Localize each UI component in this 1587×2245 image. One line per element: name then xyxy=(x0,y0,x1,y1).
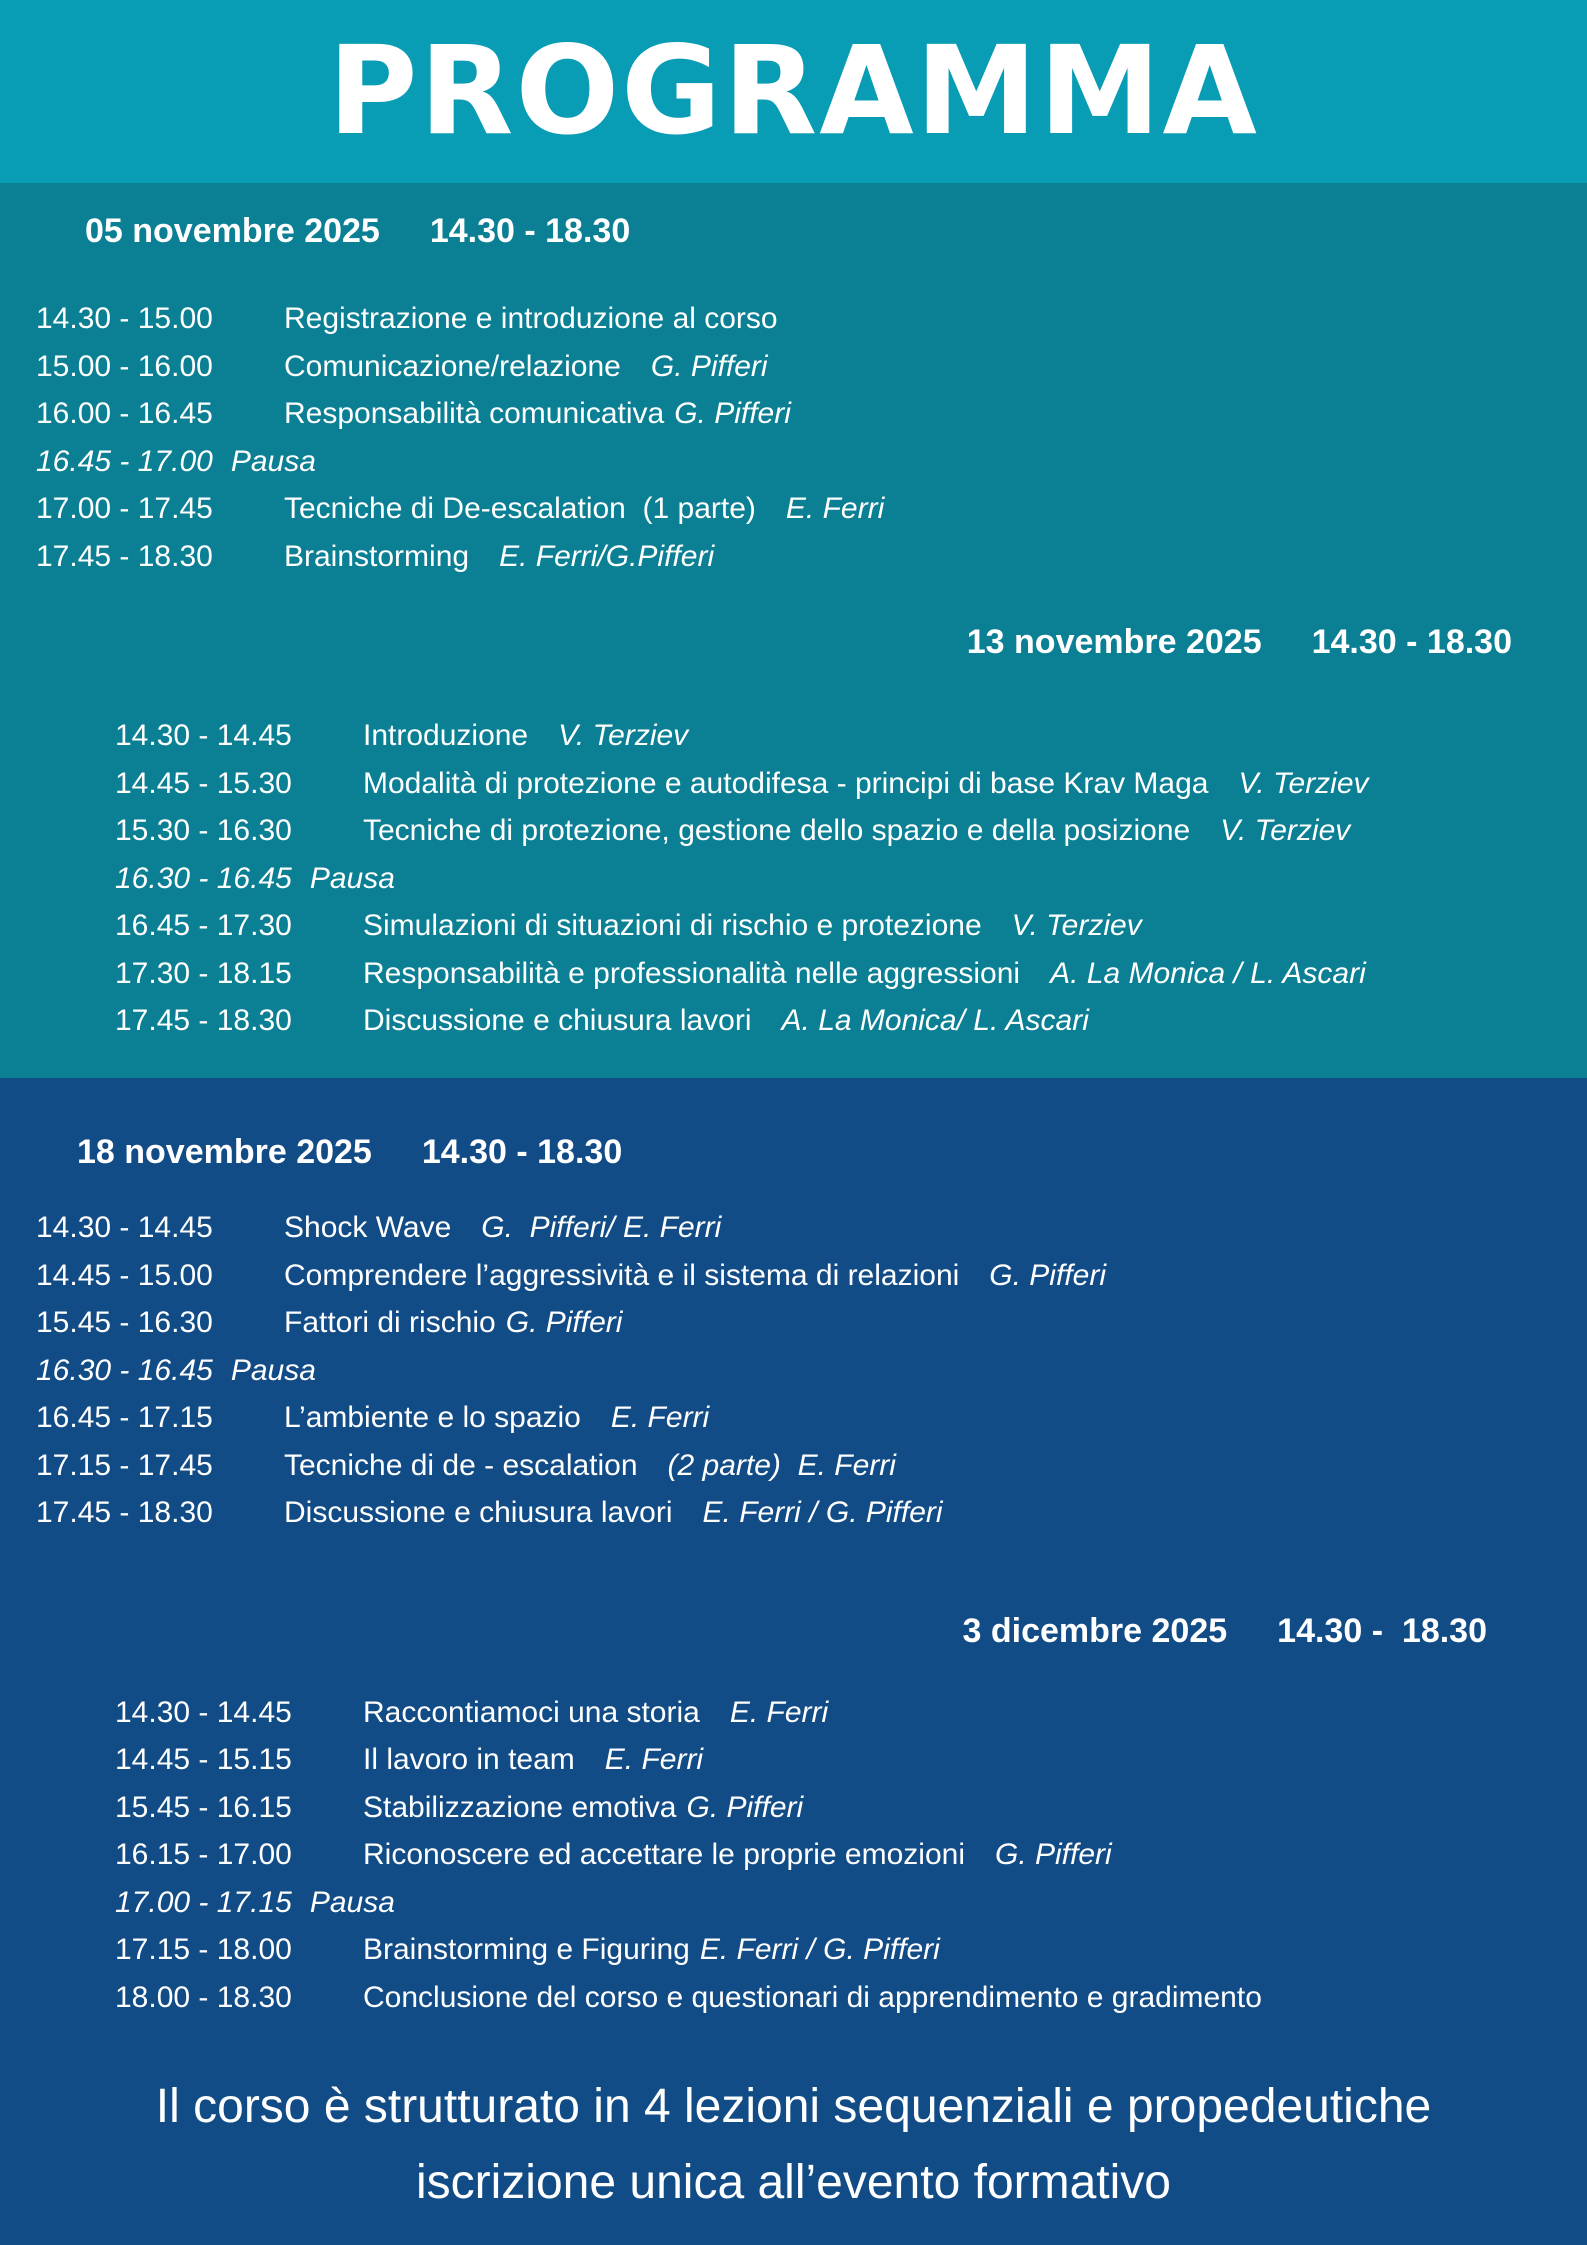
row-time: 14.45 - 15.30 xyxy=(115,766,292,800)
schedule-row xyxy=(36,533,1587,581)
session-3-time: 14.30 - 18.30 xyxy=(421,1133,623,1171)
schedule-row xyxy=(36,343,1587,391)
row-time: 18.00 - 18.30 xyxy=(115,1980,292,2014)
row-topic: Comunicazione/relazione xyxy=(284,349,621,383)
row-topic: Discussione e chiusura lavori xyxy=(284,1496,673,1529)
row-speaker: E. Ferri / G. Pifferi xyxy=(702,1496,943,1529)
schedule-row-pausa xyxy=(36,1347,1587,1395)
row-speaker: E. Ferri/G.Pifferi xyxy=(499,539,715,573)
row-topic: Pausa xyxy=(230,444,316,478)
schedule-row xyxy=(115,1831,1587,1879)
row-speaker: E. Ferri / G. Pifferi xyxy=(699,1933,940,1966)
row-speaker: G. Pifferi/ E. Ferri xyxy=(481,1211,722,1244)
schedule-row-pausa xyxy=(115,855,1587,903)
row-topic: Responsabilità e professionalità nelle aggressioni xyxy=(363,956,1021,990)
band-top xyxy=(0,0,1587,183)
session-1-rows xyxy=(36,295,1587,580)
row-speaker: E. Ferri xyxy=(604,1743,704,1776)
row-topic: Riconoscere ed accettare le proprie emozioni xyxy=(363,1838,965,1871)
row-speaker: V. Terziev xyxy=(1011,909,1142,942)
band-blue xyxy=(0,1078,1587,2245)
schedule-row xyxy=(115,950,1587,998)
session-1-header xyxy=(85,209,1587,253)
row-speaker: A. La Monica / L. Ascari xyxy=(1050,956,1366,990)
row-topic: Responsabilità comunicativa xyxy=(284,397,665,430)
row-topic: Pausa xyxy=(309,861,395,895)
session-1 xyxy=(0,209,1587,580)
row-topic: Conclusione del corso e questionari di apprendimento e gradimento xyxy=(363,1980,1262,2014)
row-speaker: V. Terziev xyxy=(1220,814,1351,847)
row-topic: Pausa xyxy=(309,1885,395,1919)
row-topic: Raccontiamoci una storia xyxy=(363,1695,700,1729)
row-topic: Registrazione e introduzione al corso xyxy=(284,302,778,335)
row-time: 15.00 - 16.00 xyxy=(36,349,213,383)
row-topic: Pausa xyxy=(230,1353,316,1387)
row-speaker: (2 parte) E. Ferri xyxy=(667,1448,896,1482)
schedule-row xyxy=(115,1926,1587,1974)
row-time: 16.45 - 17.15 xyxy=(36,1401,213,1434)
row-time: 16.30 - 16.45 xyxy=(36,1353,213,1387)
row-speaker: G. Pifferi xyxy=(686,1790,804,1824)
schedule-row xyxy=(36,1394,1587,1442)
row-topic: Modalità di protezione e autodifesa - principi di base Krav Maga xyxy=(363,766,1209,800)
session-4-rows xyxy=(115,1689,1587,2022)
row-speaker: E. Ferri xyxy=(729,1695,829,1729)
row-topic: Comprendere l’aggressività e il sistema di relazioni xyxy=(284,1258,960,1292)
schedule-row xyxy=(115,1974,1587,2022)
row-time: 17.30 - 18.15 xyxy=(115,956,292,990)
row-time: 15.45 - 16.15 xyxy=(115,1790,292,1824)
session-3-date: 18 novembre 2025 xyxy=(77,1133,372,1171)
session-4-header xyxy=(0,1609,1587,1653)
row-time: 17.45 - 18.30 xyxy=(36,539,213,573)
row-topic: Tecniche di De-escalation (1 parte) xyxy=(284,492,756,525)
row-speaker: G. Pifferi xyxy=(650,349,768,383)
row-speaker: A. La Monica/ L. Ascari xyxy=(781,1004,1089,1037)
row-time: 14.30 - 14.45 xyxy=(115,1695,292,1729)
row-speaker: E. Ferri xyxy=(610,1401,710,1434)
schedule-row xyxy=(36,485,1587,533)
session-4 xyxy=(0,1609,1587,2022)
row-topic: L’ambiente e lo spazio xyxy=(284,1401,581,1434)
session-4-date: 3 dicembre 2025 xyxy=(962,1611,1228,1650)
schedule-row-pausa xyxy=(115,1879,1587,1927)
session-2-time: 14.30 - 18.30 xyxy=(1311,623,1512,661)
schedule-row xyxy=(36,1204,1587,1252)
row-time: 17.45 - 18.30 xyxy=(36,1496,213,1529)
schedule-row xyxy=(36,1299,1587,1347)
row-time: 16.30 - 16.45 xyxy=(115,861,292,895)
session-2-rows xyxy=(115,712,1587,1045)
schedule-row xyxy=(115,807,1587,855)
footer-line-1: Il corso è strutturato in 4 lezioni sequenziali e propedeutiche xyxy=(155,2080,1432,2133)
session-2-date: 13 novembre 2025 xyxy=(966,623,1262,661)
schedule-row xyxy=(115,902,1587,950)
schedule-row xyxy=(36,390,1587,438)
schedule-row xyxy=(115,1784,1587,1832)
row-topic: Tecniche di de - escalation xyxy=(284,1448,638,1482)
schedule-row xyxy=(36,295,1587,343)
row-speaker: G. Pifferi xyxy=(989,1258,1106,1292)
row-topic: Simulazioni di situazioni di rischio e protezione xyxy=(363,909,982,942)
row-topic: Tecniche di protezione, gestione dello spazio e della posizione xyxy=(363,814,1191,847)
band-teal xyxy=(0,183,1587,1078)
row-speaker: G. Pifferi xyxy=(674,397,791,430)
row-topic: Discussione e chiusura lavori xyxy=(363,1004,752,1037)
row-time: 15.30 - 16.30 xyxy=(115,814,292,847)
row-time: 16.15 - 17.00 xyxy=(115,1838,292,1871)
row-time: 15.45 - 16.30 xyxy=(36,1306,213,1339)
schedule-row xyxy=(115,712,1587,760)
row-time: 16.45 - 17.30 xyxy=(115,909,292,942)
session-4-time: 14.30 - 18.30 xyxy=(1277,1611,1487,1650)
row-time: 14.45 - 15.15 xyxy=(115,1743,292,1776)
schedule-row xyxy=(115,760,1587,808)
session-1-time: 14.30 - 18.30 xyxy=(429,212,631,250)
row-speaker: G. Pifferi xyxy=(994,1838,1112,1871)
row-time: 17.45 - 18.30 xyxy=(115,1004,292,1037)
schedule-row-pausa xyxy=(36,438,1587,486)
row-time: 17.15 - 18.00 xyxy=(115,1933,292,1966)
row-speaker: G. Pifferi xyxy=(505,1306,623,1339)
row-time: 17.00 - 17.45 xyxy=(36,492,213,525)
session-1-date: 05 novembre 2025 xyxy=(85,212,380,250)
row-time: 14.45 - 15.00 xyxy=(36,1258,213,1292)
row-topic: Introduzione xyxy=(363,719,529,752)
schedule-row xyxy=(115,997,1587,1045)
row-time: 17.00 - 17.15 xyxy=(115,1885,292,1919)
schedule-row xyxy=(36,1442,1587,1490)
row-time: 14.30 - 14.45 xyxy=(115,719,292,752)
row-topic: Shock Wave xyxy=(284,1211,452,1244)
row-topic: Brainstorming xyxy=(284,539,470,573)
row-topic: Fattori di rischio xyxy=(284,1306,496,1339)
schedule-row xyxy=(36,1489,1587,1537)
schedule-row xyxy=(36,1252,1587,1300)
row-time: 17.15 - 17.45 xyxy=(36,1448,213,1482)
page-title: PROGRAMMA xyxy=(328,20,1259,162)
row-time: 16.00 - 16.45 xyxy=(36,397,213,430)
schedule-row xyxy=(115,1736,1587,1784)
session-3 xyxy=(0,1130,1587,1537)
row-speaker: V. Terziev xyxy=(1238,766,1369,800)
footer-note xyxy=(0,2069,1587,2221)
session-2-header xyxy=(0,620,1587,664)
row-topic: Il lavoro in team xyxy=(363,1743,575,1776)
row-topic: Brainstorming e Figuring xyxy=(363,1933,690,1966)
row-topic: Stabilizzazione emotiva xyxy=(363,1790,677,1824)
schedule-row xyxy=(115,1689,1587,1737)
row-time: 16.45 - 17.00 xyxy=(36,444,213,478)
row-speaker: V. Terziev xyxy=(558,719,689,752)
row-speaker: E. Ferri xyxy=(785,492,885,525)
footer-line-2: iscrizione unica all’evento formativo xyxy=(415,2156,1171,2209)
row-time: 14.30 - 14.45 xyxy=(36,1211,213,1244)
session-2 xyxy=(0,620,1587,1045)
session-3-header xyxy=(77,1130,1587,1174)
session-3-rows xyxy=(36,1204,1587,1537)
row-time: 14.30 - 15.00 xyxy=(36,302,213,335)
